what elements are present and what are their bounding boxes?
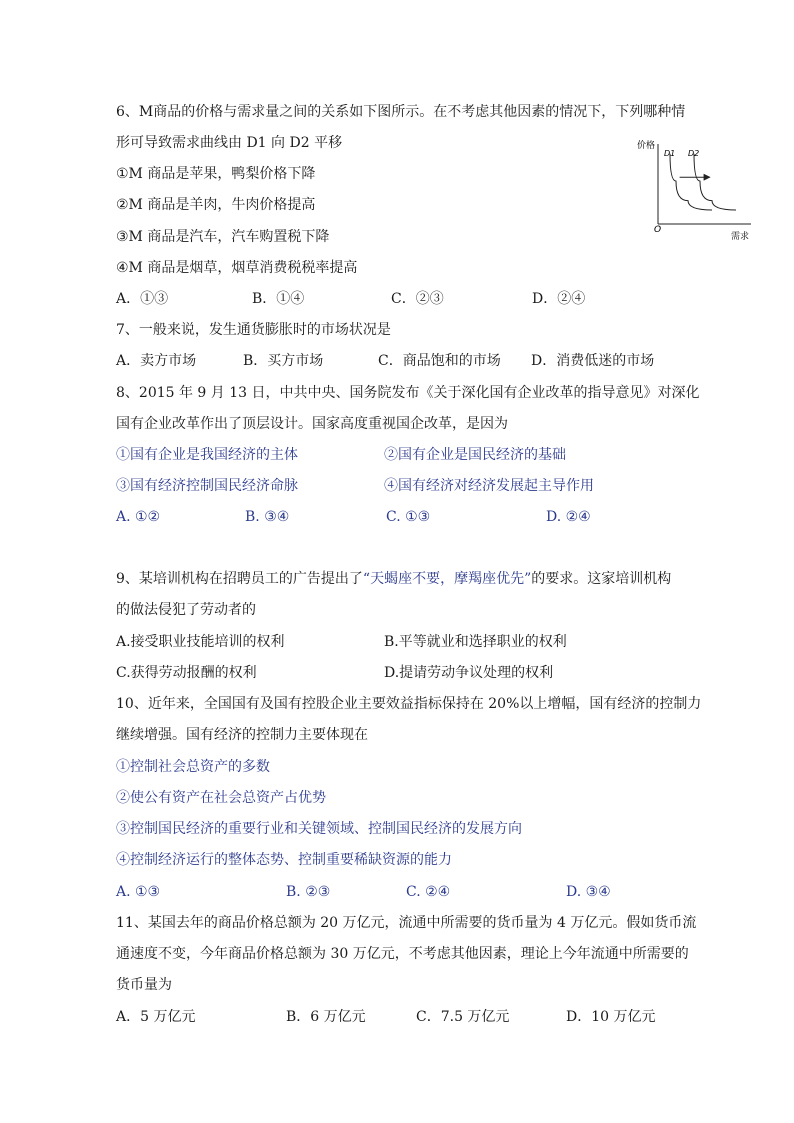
q6-option-b: B．①④	[252, 291, 305, 307]
q10-option-c: C. ②④	[406, 884, 451, 900]
chart-plot	[670, 154, 736, 210]
q11-option-c: C．7.5 万亿元	[416, 1009, 510, 1025]
q11-stem-line2: 通速度不变，今年商品价格总额为 30 万亿元，不考虑其他因素，理论上今年流通中所需要的	[116, 946, 689, 962]
y-axis-label: 价格	[637, 141, 656, 151]
q10-option-d: D. ③④	[566, 884, 611, 900]
origin-label: O	[654, 225, 662, 235]
q8-option-b: B. ③④	[245, 509, 290, 525]
q7-option-a: A．卖方市场	[116, 353, 197, 369]
q8-item-3: ③国有经济控制国民经济命脉	[116, 478, 298, 494]
series-label-d1: D1	[664, 148, 676, 158]
q8-option-a: A. ①②	[116, 509, 161, 525]
q8-option-c: C. ①③	[386, 509, 431, 525]
q6-item-1: ①M 商品是苹果，鸭梨价格下降	[116, 166, 316, 182]
q9-stem-line2: 的做法侵犯了劳动者的	[116, 602, 256, 618]
q8-option-d: D. ②④	[546, 509, 591, 525]
q8-item-4: ④国有经济对经济发展起主导作用	[384, 478, 594, 494]
q9-stem-quote: “天蝎座不要，摩羯座优先”	[362, 571, 532, 587]
q7-option-d: D．消费低迷的市场	[531, 353, 655, 369]
q9-stem-line1	[116, 569, 671, 589]
q9-stem-part1: 9、某培训机构在招聘员工的广告提出了	[116, 571, 363, 587]
q10-item-1: ①控制社会总资产的多数	[116, 759, 270, 775]
q7-option-c: C．商品饱和的市场	[378, 353, 501, 369]
q11-option-d: D．10 万亿元	[566, 1009, 656, 1025]
q11-stem-line3: 货币量为	[116, 977, 172, 993]
q6-option-a: A．①③	[116, 291, 169, 307]
demand-curve-chart	[636, 136, 754, 244]
q6-item-2: ②M 商品是羊肉，牛肉价格提高	[116, 197, 316, 213]
x-axis-label: 需求	[731, 232, 750, 242]
q10-stem-line1: 10、近年来，全国国有及国有控股企业主要效益指标保持在 20%以上增幅，国有经济的控制力	[116, 696, 702, 712]
q8-stem-line2: 国有企业改革作出了顶层设计。国家高度重视国企改革，是因为	[116, 416, 508, 432]
q10-item-4: ④控制经济运行的整体态势、控制重要稀缺资源的能力	[116, 852, 452, 868]
demand-curve-d1	[670, 154, 712, 210]
q7-option-b: B．买方市场	[243, 353, 324, 369]
q6-item-4: ④M 商品是烟草，烟草消费税税率提高	[116, 260, 358, 276]
q10-stem-line2: 继续增强。国有经济的控制力主要体现在	[116, 727, 368, 743]
demand-curve-d2	[694, 154, 736, 210]
q6-option-d: D．②④	[532, 291, 586, 307]
q10-option-b: B. ②③	[286, 884, 331, 900]
q6-stem-line1: 6、M商品的价格与需求量之间的关系如下图所示。在不考虑其他因素的情况下，下列哪种情	[116, 104, 686, 120]
q10-item-3: ③控制国民经济的重要行业和关键领域、控制国民经济的发展方向	[116, 821, 522, 837]
q6-item-3: ③M 商品是汽车，汽车购置税下降	[116, 229, 330, 245]
q10-item-2: ②使公有资产在社会总资产占优势	[116, 790, 326, 806]
q10-option-a: A. ①③	[116, 884, 161, 900]
q9-option-a: A.接受职业技能培训的权利	[116, 634, 285, 650]
q9-option-c: C.获得劳动报酬的权利	[116, 665, 257, 681]
series-label-d2: D2	[688, 148, 700, 158]
q6-stem-line2: 形可导致需求曲线由 D1 向 D2 平移	[116, 135, 343, 151]
q9-option-b: B.平等就业和选择职业的权利	[384, 634, 567, 650]
q8-item-1: ①国有企业是我国经济的主体	[116, 447, 298, 463]
q8-stem-line1: 8、2015 年 9 月 13 日，中共中央、国务院发布《关于深化国有企业改革的指导意见》对深化	[116, 385, 700, 401]
q6-option-c: C．②③	[391, 291, 444, 307]
q9-stem-part2: 的要求。这家培训机构	[531, 571, 672, 587]
q9-option-d: D.提请劳动争议处理的权利	[384, 665, 554, 681]
q11-stem-line1: 11、某国去年的商品价格总额为 20 万亿元，流通中所需要的货币量为 4 万亿元。假如货币流	[116, 915, 697, 931]
q11-option-b: B．6 万亿元	[286, 1009, 366, 1025]
q7-stem: 7、一般来说，发生通货膨胀时的市场状况是	[116, 322, 391, 338]
q11-option-a: A．5 万亿元	[116, 1009, 196, 1025]
q8-item-2: ②国有企业是国民经济的基础	[384, 447, 566, 463]
